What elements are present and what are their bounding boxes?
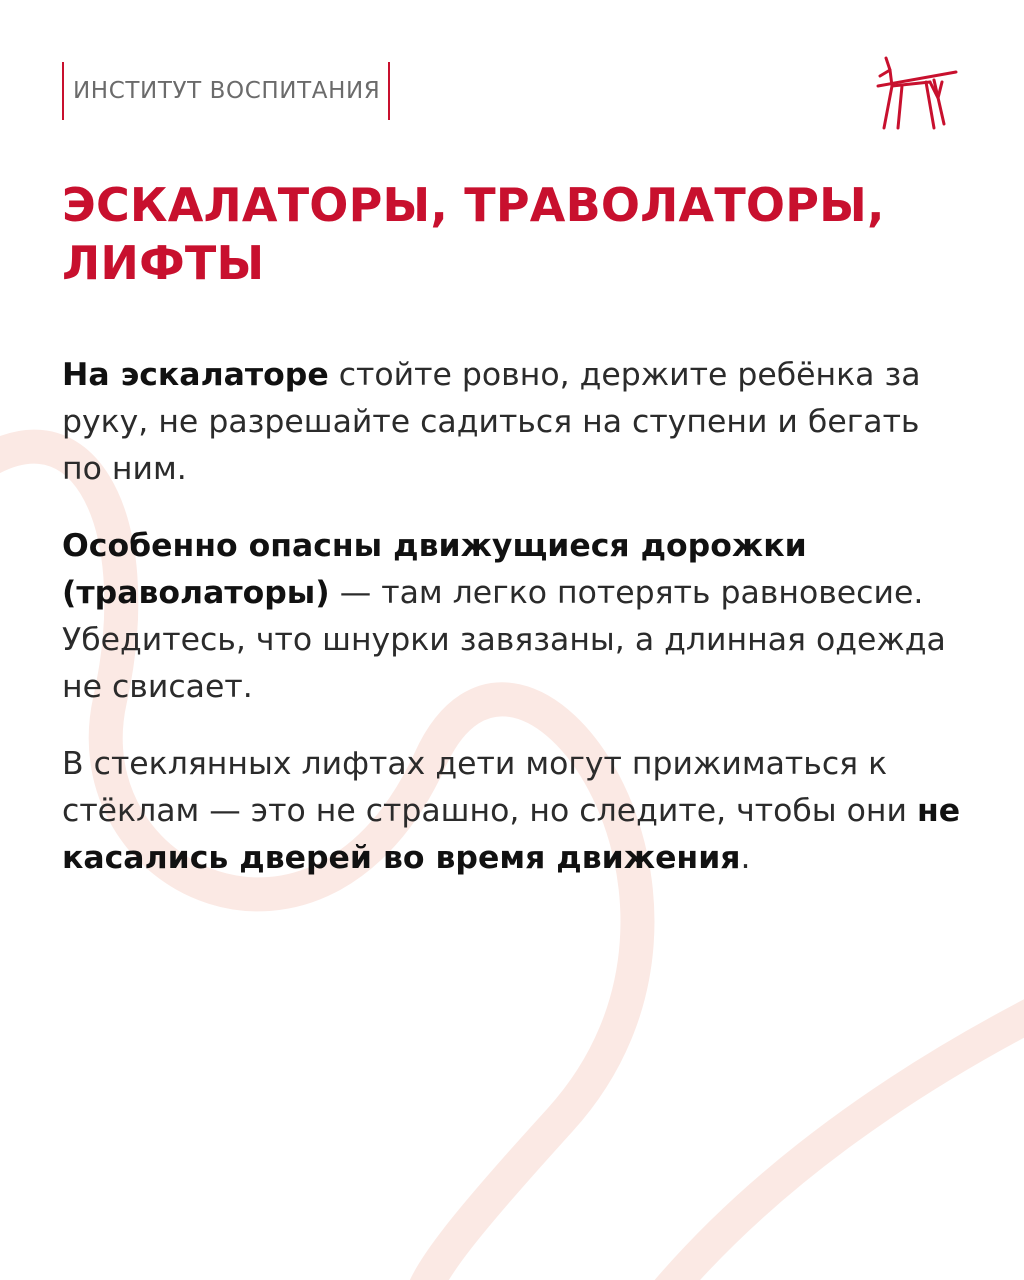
paragraph-text: стойте ровно, держите ребёнка за руку, не разрешайте садиться на ступени и бегать по ним. <box>62 357 921 487</box>
paragraph-bold-end: не касались дверей во время движения <box>62 793 961 876</box>
article-body <box>62 352 962 912</box>
brand-divider-right <box>388 62 390 120</box>
page-title: ЭСКАЛАТОРЫ, ТРАВОЛАТОРЫ, ЛИФТЫ <box>62 178 885 290</box>
paragraph-escalator <box>62 352 962 493</box>
brand-name: ИНСТИТУТ ВОСПИТАНИЯ <box>73 78 381 104</box>
paragraph-bold-lead: Особенно опасны движущиеся дорожки (траволаторы) <box>62 528 807 611</box>
paragraph-period: . <box>740 840 751 876</box>
horse-figure-logo-icon <box>868 52 968 132</box>
paragraph-elevator <box>62 741 962 882</box>
paragraph-text: — там легко потерять равновесие. Убедитесь, что шнурки завязаны, а длинная одежда не свисает. <box>62 575 946 705</box>
paragraph-bold-lead: На эскалаторе <box>62 357 329 393</box>
paragraph-text: В стеклянных лифтах дети могут прижиматься к стёклам — это не страшно, но следите, чтобы они <box>62 746 918 829</box>
paragraph-travolator <box>62 523 962 711</box>
brand-header <box>62 62 390 120</box>
